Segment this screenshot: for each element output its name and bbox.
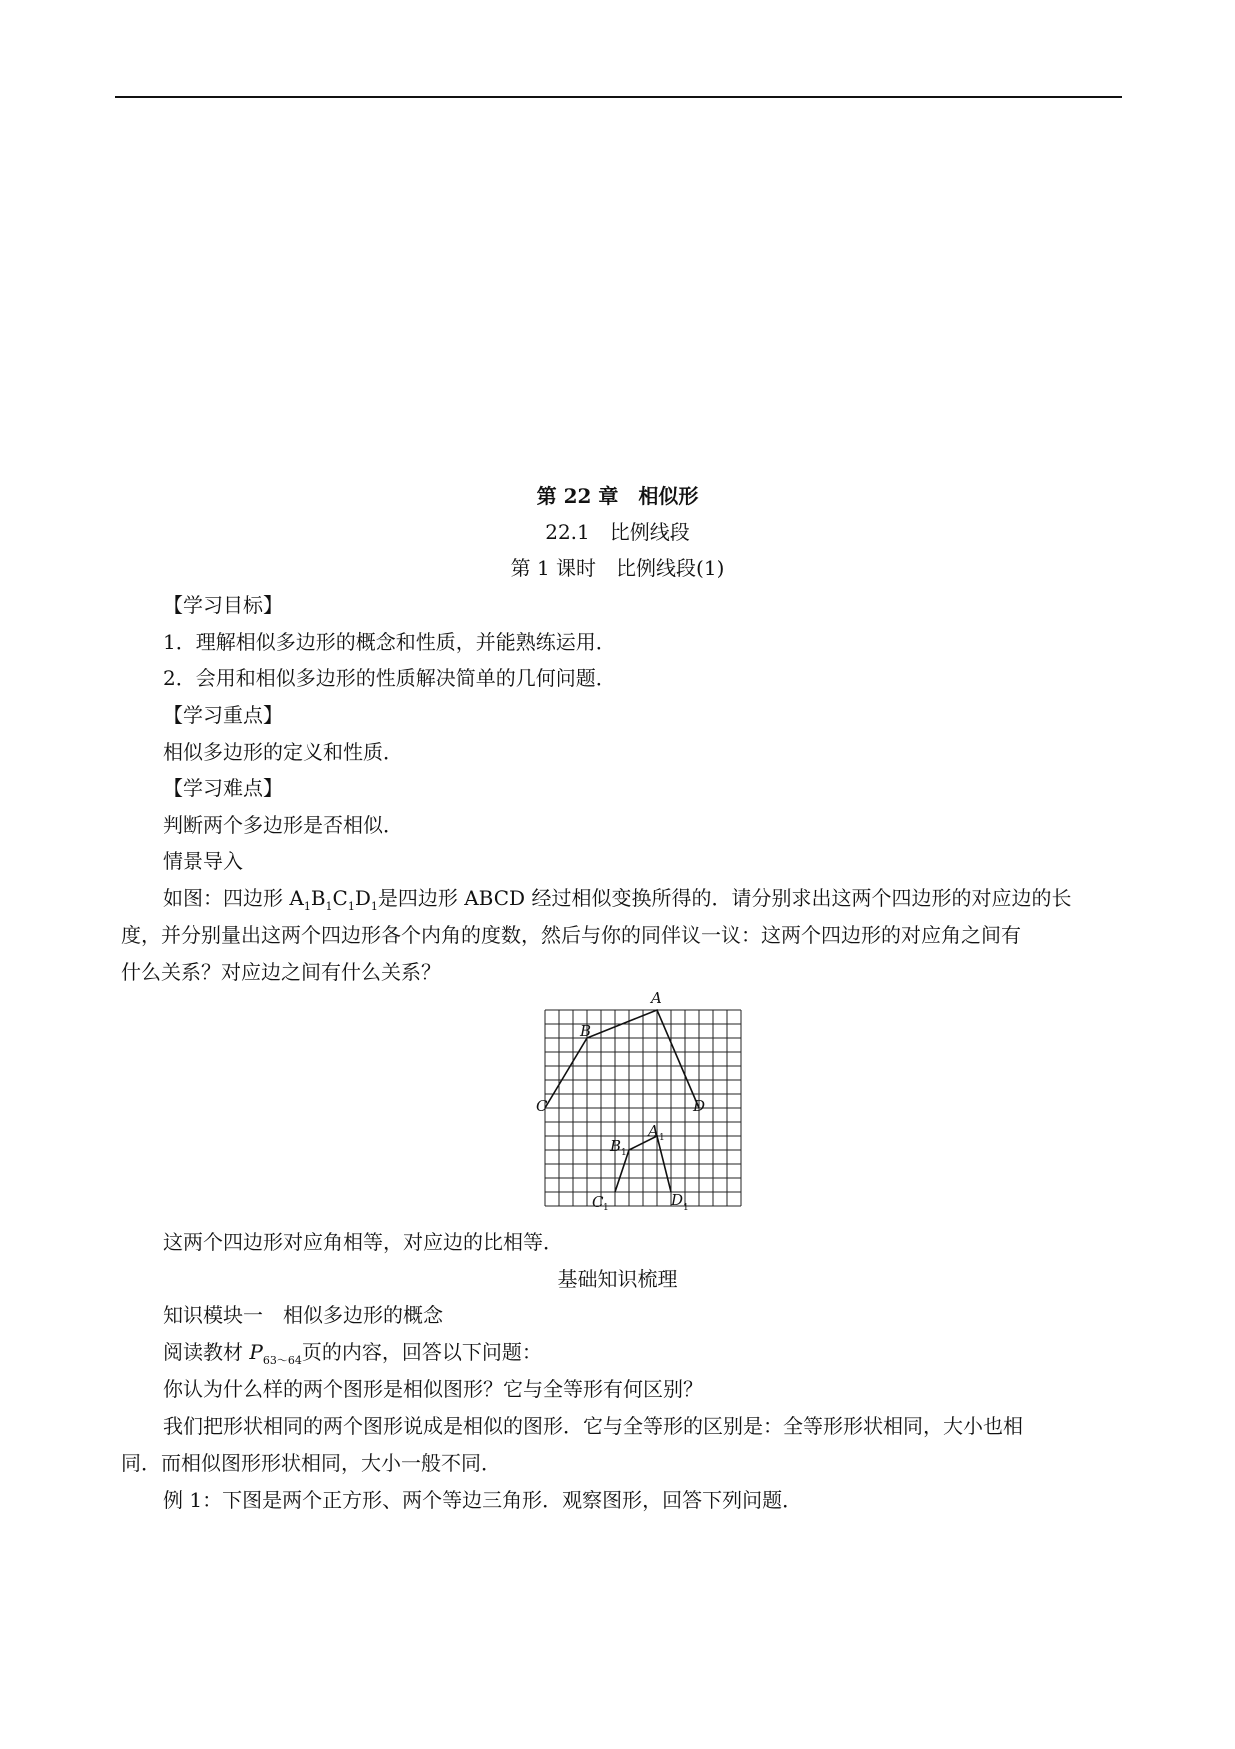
chapter-title: 第 22 章 相似形	[536, 484, 699, 508]
answer-line-1: 我们把形状相同的两个图形说成是相似的图形．它与全等形的区别是：全等形形状相同，大小也相	[163, 1414, 1023, 1438]
example-1-text: 例 1：下图是两个正方形、两个等边三角形．观察图形，回答下列问题．	[163, 1488, 803, 1512]
module-title: 知识模块一 相似多边形的概念	[163, 1303, 443, 1327]
grid-figure	[536, 989, 746, 1214]
question-text: 你认为什么样的两个图形是相似图形？它与全等形有何区别？	[163, 1377, 703, 1401]
label-c1-sub: 1	[603, 1203, 609, 1213]
label-a1-sub: 1	[659, 1133, 665, 1143]
label-b1: B	[610, 1137, 622, 1155]
intro-paragraph-line-3: 什么关系？对应边之间有什么关系？	[121, 960, 441, 984]
objective-item-2: 2．会用和相似多边形的性质解决简单的几何问题．	[163, 666, 616, 690]
grid-lines	[545, 1010, 741, 1206]
answer-line-2: 同．而相似图形形状相同，大小一般不同．	[121, 1451, 501, 1475]
objective-item-1: 1．理解相似多边形的概念和性质，并能熟练运用．	[163, 630, 616, 654]
header-rule	[115, 96, 1122, 98]
intro-conclusion: 这两个四边形对应角相等，对应边的比相等．	[163, 1230, 563, 1254]
intro-paragraph-line-2: 度，并分别量出这两个四边形各个内角的度数，然后与你的同伴议一议：这两个四边形的对应角之间有	[121, 923, 1021, 947]
label-c: C	[536, 1097, 548, 1115]
label-a1: A	[648, 1122, 659, 1140]
difficulties-heading: 【学习难点】	[163, 776, 283, 800]
section-title: 22.1 比例线段	[545, 520, 690, 544]
label-d: D	[693, 1097, 706, 1115]
label-b1-sub: 1	[621, 1148, 627, 1158]
keypoints-heading: 【学习重点】	[163, 703, 283, 727]
difficulties-text: 判断两个多边形是否相似．	[163, 813, 403, 837]
grid-figure-svg	[536, 989, 746, 1214]
lesson-title: 第 1 课时 比例线段(1)	[510, 556, 725, 580]
label-c1: C	[592, 1193, 604, 1211]
basics-heading: 基础知识梳理	[557, 1267, 678, 1291]
label-a: A	[651, 989, 662, 1007]
label-d1: D	[671, 1191, 684, 1209]
reading-instruction: 阅读教材 $P_{63\sim 64}$页的内容，回答以下问题：	[163, 1340, 542, 1367]
intro-heading: 情景导入	[163, 849, 243, 873]
label-b: B	[580, 1022, 592, 1040]
label-d1-sub: 1	[683, 1203, 689, 1213]
keypoints-text: 相似多边形的定义和性质．	[163, 740, 403, 764]
objectives-heading: 【学习目标】	[163, 593, 283, 617]
quadrilateral-abcd	[545, 1010, 699, 1108]
intro-paragraph-line-1: 如图：四边形 $A_1B_1C_1D_1$是四边形 ABCD 经过相似变换所得的．请分别求出这两个四边形的对应边的长	[163, 886, 1072, 913]
